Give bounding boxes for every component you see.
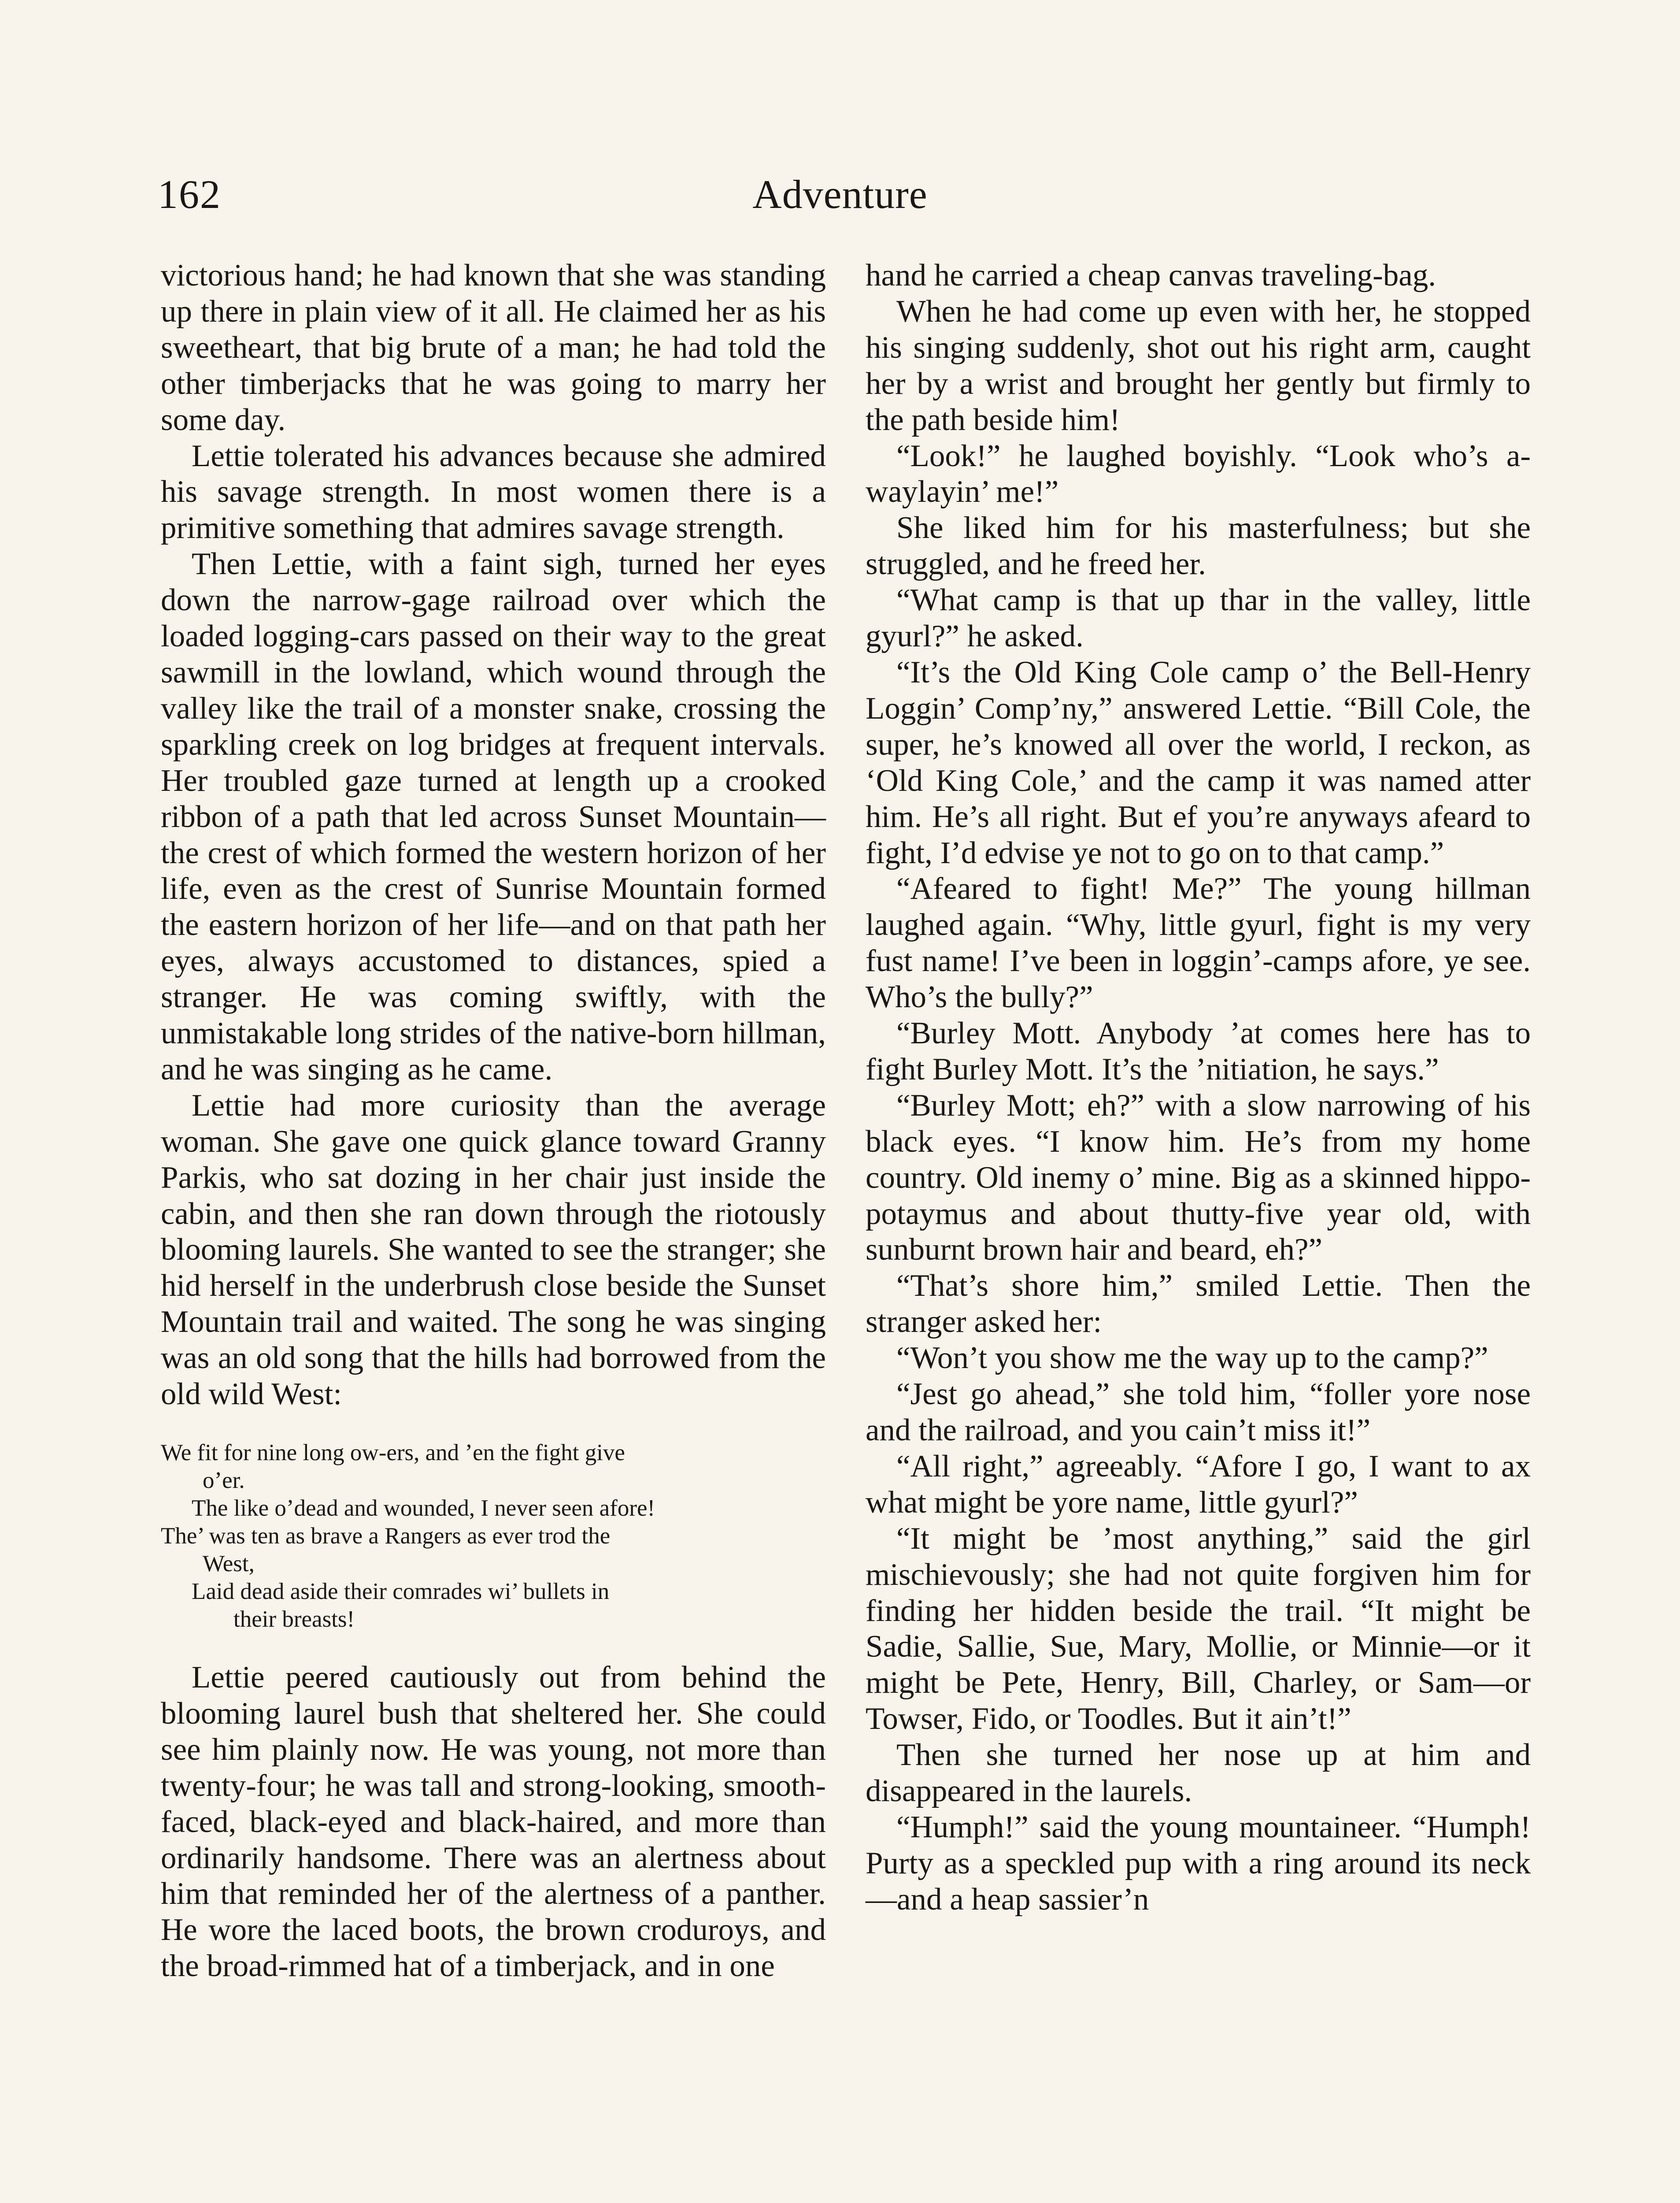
paragraph: “Look!” he laughed boyishly. “Look who’s a-waylayin’ me!” (866, 438, 1531, 509)
paragraph: “What camp is that up thar in the valley, little gyurl?” he asked. (866, 583, 1531, 654)
paragraph: When he had come up even with her, he stopped his singing suddenly, shot out his right arm, caught her by a wrist and brought her gently but firmly to the path beside him! (866, 294, 1531, 437)
verse-line (161, 1522, 826, 1578)
paragraph: “Afeared to fight! Me?” The young hillman laughed again. “Why, little gyurl, fight is my very fust name! I’ve been in loggin’-camps afore, ye see. Who’s the bully?” (866, 872, 1531, 1015)
paragraph: “Burley Mott; eh?” with a slow narrowing of his black eyes. “I know him. He’s from my home country. Old inemy o’ mine. Big as a skinned hippo-potaymus and about thutty-five year old, with sunburnt brown hair and beard, eh?” (866, 1088, 1531, 1267)
left-column (161, 258, 826, 1984)
song-verse (161, 1439, 826, 1633)
page-number: 162 (158, 172, 221, 217)
paragraph: “Won’t you show me the way up to the camp?” (896, 1341, 1488, 1376)
paragraph: Lettie tolerated his advances because she admired his savage strength. In most women there is a primitive something that admires savage strength. (161, 438, 826, 545)
paragraph: “Humph!” said the young mountaineer. “Humph! Purty as a speckled pup with a ring around its neck—and a heap sassier’n (866, 1810, 1531, 1917)
verse-line-wrap: o’er. (203, 1468, 245, 1493)
verse-line-text: The like o’dead and wounded, I never seen afore! (192, 1495, 655, 1521)
paragraph: victorious hand; he had known that she was standing up there in plain view of it all. He claimed her as his sweetheart, that big brute of a man; he had told the other timberjacks that he was going to marry her some day. (161, 258, 826, 437)
verse-line (161, 1439, 826, 1495)
paragraph: “Jest go ahead,” she told him, “foller yore nose and the railroad, and you cain’t miss it!” (866, 1377, 1531, 1447)
verse-line (161, 1578, 826, 1633)
paragraph: She liked him for his masterfulness; but she struggled, and he freed her. (866, 511, 1531, 582)
verse-line-wrap: West, (203, 1551, 255, 1576)
paragraph: Lettie peered cautiously out from behind the blooming laurel bush that sheltered her. She could see him plainly now. He was young, not more than twenty-four; he was tall and strong-looking, smooth-faced, black-eyed and black-haired, and more than ordinarily handsome. There was an alertness about him that reminded her of the alertness of a panther. He wore the laced boots, the brown croduroys, and the broad-rimmed hat of a timberjack, and in one (161, 1660, 826, 1984)
paragraph: Then Lettie, with a faint sigh, turned her eyes down the narrow-gage railroad over which the loaded logging-cars passed on their way to the great sawmill in the lowland, which wound through the valley like the trail of a monster snake, crossing the sparkling creek on log bridges at frequent intervals. Her troubled gaze turned at length up a crooked ribbon of a path that led across Sunset Mountain—the crest of which formed the western horizon of her life, even as the crest of Sunrise Mountain formed the eastern horizon of her life—and on that path her eyes, always accustomed to distances, spied a stranger. He was coming swiftly, with the unmistakable long strides of the native-born hillman, and he was singing as he came. (161, 547, 826, 1087)
verse-line-text: The’ was ten as brave a Rangers as ever trod the (161, 1523, 611, 1549)
paragraph: Lettie had more curiosity than the average woman. She gave one quick glance toward Granny Parkis, who sat dozing in her chair just inside the cabin, and then she ran down through the riotously blooming laurels. She wanted to see the stranger; she hid herself in the underbrush close beside the Sunset Mountain trail and waited. The song he was singing was an old song that the hills had borrowed from the old wild West: (161, 1088, 826, 1412)
paragraph: “It might be ’most anything,” said the girl mischievously; she had not quite forgiven him for finding her hidden beside the trail. “It might be Sadie, Sallie, Sue, Mary, Mollie, or Minnie—or it might be Pete, Henry, Bill, Charley, or Sam—or Towser, Fido, or Toodles. But it ain’t!” (866, 1521, 1531, 1736)
paragraph: “Burley Mott. Anybody ’at comes here has to fight Burley Mott. It’s the ’nitiation, he says.” (866, 1016, 1531, 1087)
paragraph: “That’s shore him,” smiled Lettie. Then the stranger asked her: (866, 1268, 1531, 1339)
right-column (866, 258, 1531, 1918)
verse-line-text: We fit for nine long ow-ers, and ’en the fight give (161, 1440, 625, 1465)
verse-line-text: Laid dead aside their comrades wi’ bullets in (192, 1579, 610, 1604)
paragraph: “All right,” agreeably. “Afore I go, I want to ax what might be yore name, little gyurl?” (866, 1449, 1531, 1520)
verse-line-wrap: their breasts! (233, 1606, 355, 1632)
verse-line (161, 1495, 826, 1522)
running-head-title: Adventure (752, 172, 928, 217)
paragraph: Then she turned her nose up at him and disappeared in the laurels. (866, 1738, 1531, 1809)
paragraph: hand he carried a cheap canvas traveling-bag. (866, 258, 1436, 293)
paragraph: “It’s the Old King Cole camp o’ the Bell-Henry Loggin’ Comp’ny,” answered Lettie. “Bill Cole, the super, he’s knowed all over the world, I reckon, as ‘Old King Cole,’ and the camp it was named atter him. He’s all right. But ef you’re anyways afeard to fight, I’d edvise ye not to go on to that camp.” (866, 655, 1531, 870)
